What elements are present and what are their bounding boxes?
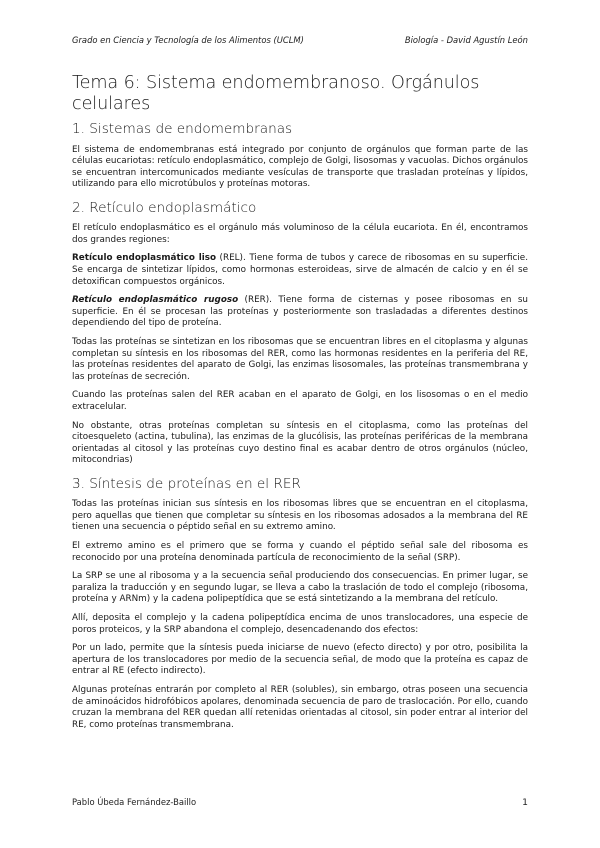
header-subject: Biología - David Agustín León bbox=[404, 35, 528, 45]
rer-definition bbox=[72, 295, 528, 330]
paragraph: Algunas proteínas entrarán por completo al RER (solubles), sin embargo, otras poseen una secuencia de aminoácidos hidrofóbicos apolares, denominada secuencia de paro de traslocación. Por ello, cuando cruzan la membrana del RER quedan allí retenidas orientadas al citosol, sin poder entrar al interior del RE, como proteínas transmembrana. bbox=[72, 684, 528, 730]
document-body bbox=[72, 73, 528, 738]
paragraph: Por un lado, permite que la síntesis pueda iniciarse de nuevo (efecto directo) y por otro, posibilita la apertura de los translocadores por medio de la secuencia señal, de modo que la proteína es capaz de entrar al RE (efecto indirecto). bbox=[72, 643, 528, 677]
page-header bbox=[72, 35, 528, 45]
paragraph: No obstante, otras proteínas completan su síntesis en el citoplasma, como las proteínas del citoesqueleto (actina, tubulina), las enzimas de la glucólisis, las proteínas periféricas de la membrana orientadas al citosol y las proteínas cuyo destino final es acabar dentro de otros orgánulos (núcleo, mitocondrias) bbox=[72, 420, 528, 466]
paragraph: Allí, deposita el complejo y la cadena polipeptídica encima de unos translocadores, una especie de poros proteicos, y la SRP abandona el complejo, desencadenando dos efectos: bbox=[72, 612, 528, 635]
paragraph: Todas las proteínas inician sus síntesis en los ribosomas libres que se encuentran en el citoplasma, pero aquellas que tienen que completar su síntesis en los ribosomas adosados a la membrana del RE tienen una secuencia o péptido señal en su extremo amino. bbox=[72, 499, 528, 533]
header-course: Grado en Ciencia y Tecnología de los Alimentos (UCLM) bbox=[72, 35, 304, 45]
rer-text: (RER). Tiene forma de cisternas y posee ribosomas en su superficie. En él se procesan las proteínas y posteriormente son trasladadas a diferentes destinos dependiendo del tipo de proteína. bbox=[72, 295, 529, 329]
section-3-heading: 3. Síntesis de proteínas en el RER bbox=[72, 475, 301, 492]
section-1-heading: 1. Sistemas de endomembranas bbox=[72, 121, 293, 138]
section-2-heading: 2. Retículo endoplasmático bbox=[72, 199, 257, 216]
rel-term: Retículo endoplasmático liso bbox=[72, 253, 217, 264]
paragraph: Todas las proteínas se sintetizan en los ribosomas que se encuentran libres en el citoplasma y algunas completan su síntesis en los ribosomas del RER, como las hormonas residentes en la periferia del RE, las proteínas residentes del aparato de Golgi, las enzimas lisosomales, las proteínas transmembrana y las proteínas de secreción. bbox=[72, 336, 528, 382]
document-title: Tema 6: Sistema endomembranoso. Orgánulos celulares bbox=[72, 73, 480, 115]
paragraph: El retículo endoplasmático es el orgánulo más voluminoso de la célula eucariota. En él, encontramos dos grandes regiones: bbox=[72, 223, 528, 245]
paragraph: Cuando las proteínas salen del RER acaban en el aparato de Golgi, en los lisosomas o en el medio extracelular. bbox=[72, 390, 528, 412]
footer-author: Pablo Úbeda Fernández-Baillo bbox=[72, 797, 197, 807]
paragraph: La SRP se une al ribosoma y a la secuencia señal produciendo dos consecuencias. En primer lugar, se paraliza la traducción y en segundo lugar, se lleva a cabo la traslación de todo el complejo (ribosoma, proteína y ARNm) y la cadena polipeptídica que se está sintetizando a la membrana del retículo. bbox=[72, 571, 528, 605]
page-number: 1 bbox=[522, 797, 528, 808]
rel-definition bbox=[72, 253, 528, 288]
rer-term: Retículo endoplasmático rugoso bbox=[72, 295, 239, 306]
page-footer bbox=[72, 797, 528, 808]
rel-text: (REL). Tiene forma de tubos y carece de ribosomas en su superficie. Se encarga de sintetizar lípidos, como hormonas esteroideas, sirve de almacén de calcio y en él se detoxifican compuestos orgánicos. bbox=[72, 253, 528, 287]
paragraph: El extremo amino es el primero que se forma y cuando el péptido señal sale del ribosoma es reconocido por una proteína denominada partícula de reconocimiento de la señal (SRP). bbox=[72, 541, 528, 563]
paragraph: El sistema de endomembranas está integrado por conjunto de orgánulos que forman parte de las células eucariotas: retículo endoplasmático, complejo de Golgi, lisosomas y vacuolas. Dichos orgánulos se encuentran intercomunicados mediante vesículas de transporte que trasladan proteínas y lípidos, utilizando para ello microtúbulos y proteínas motoras. bbox=[72, 144, 528, 190]
